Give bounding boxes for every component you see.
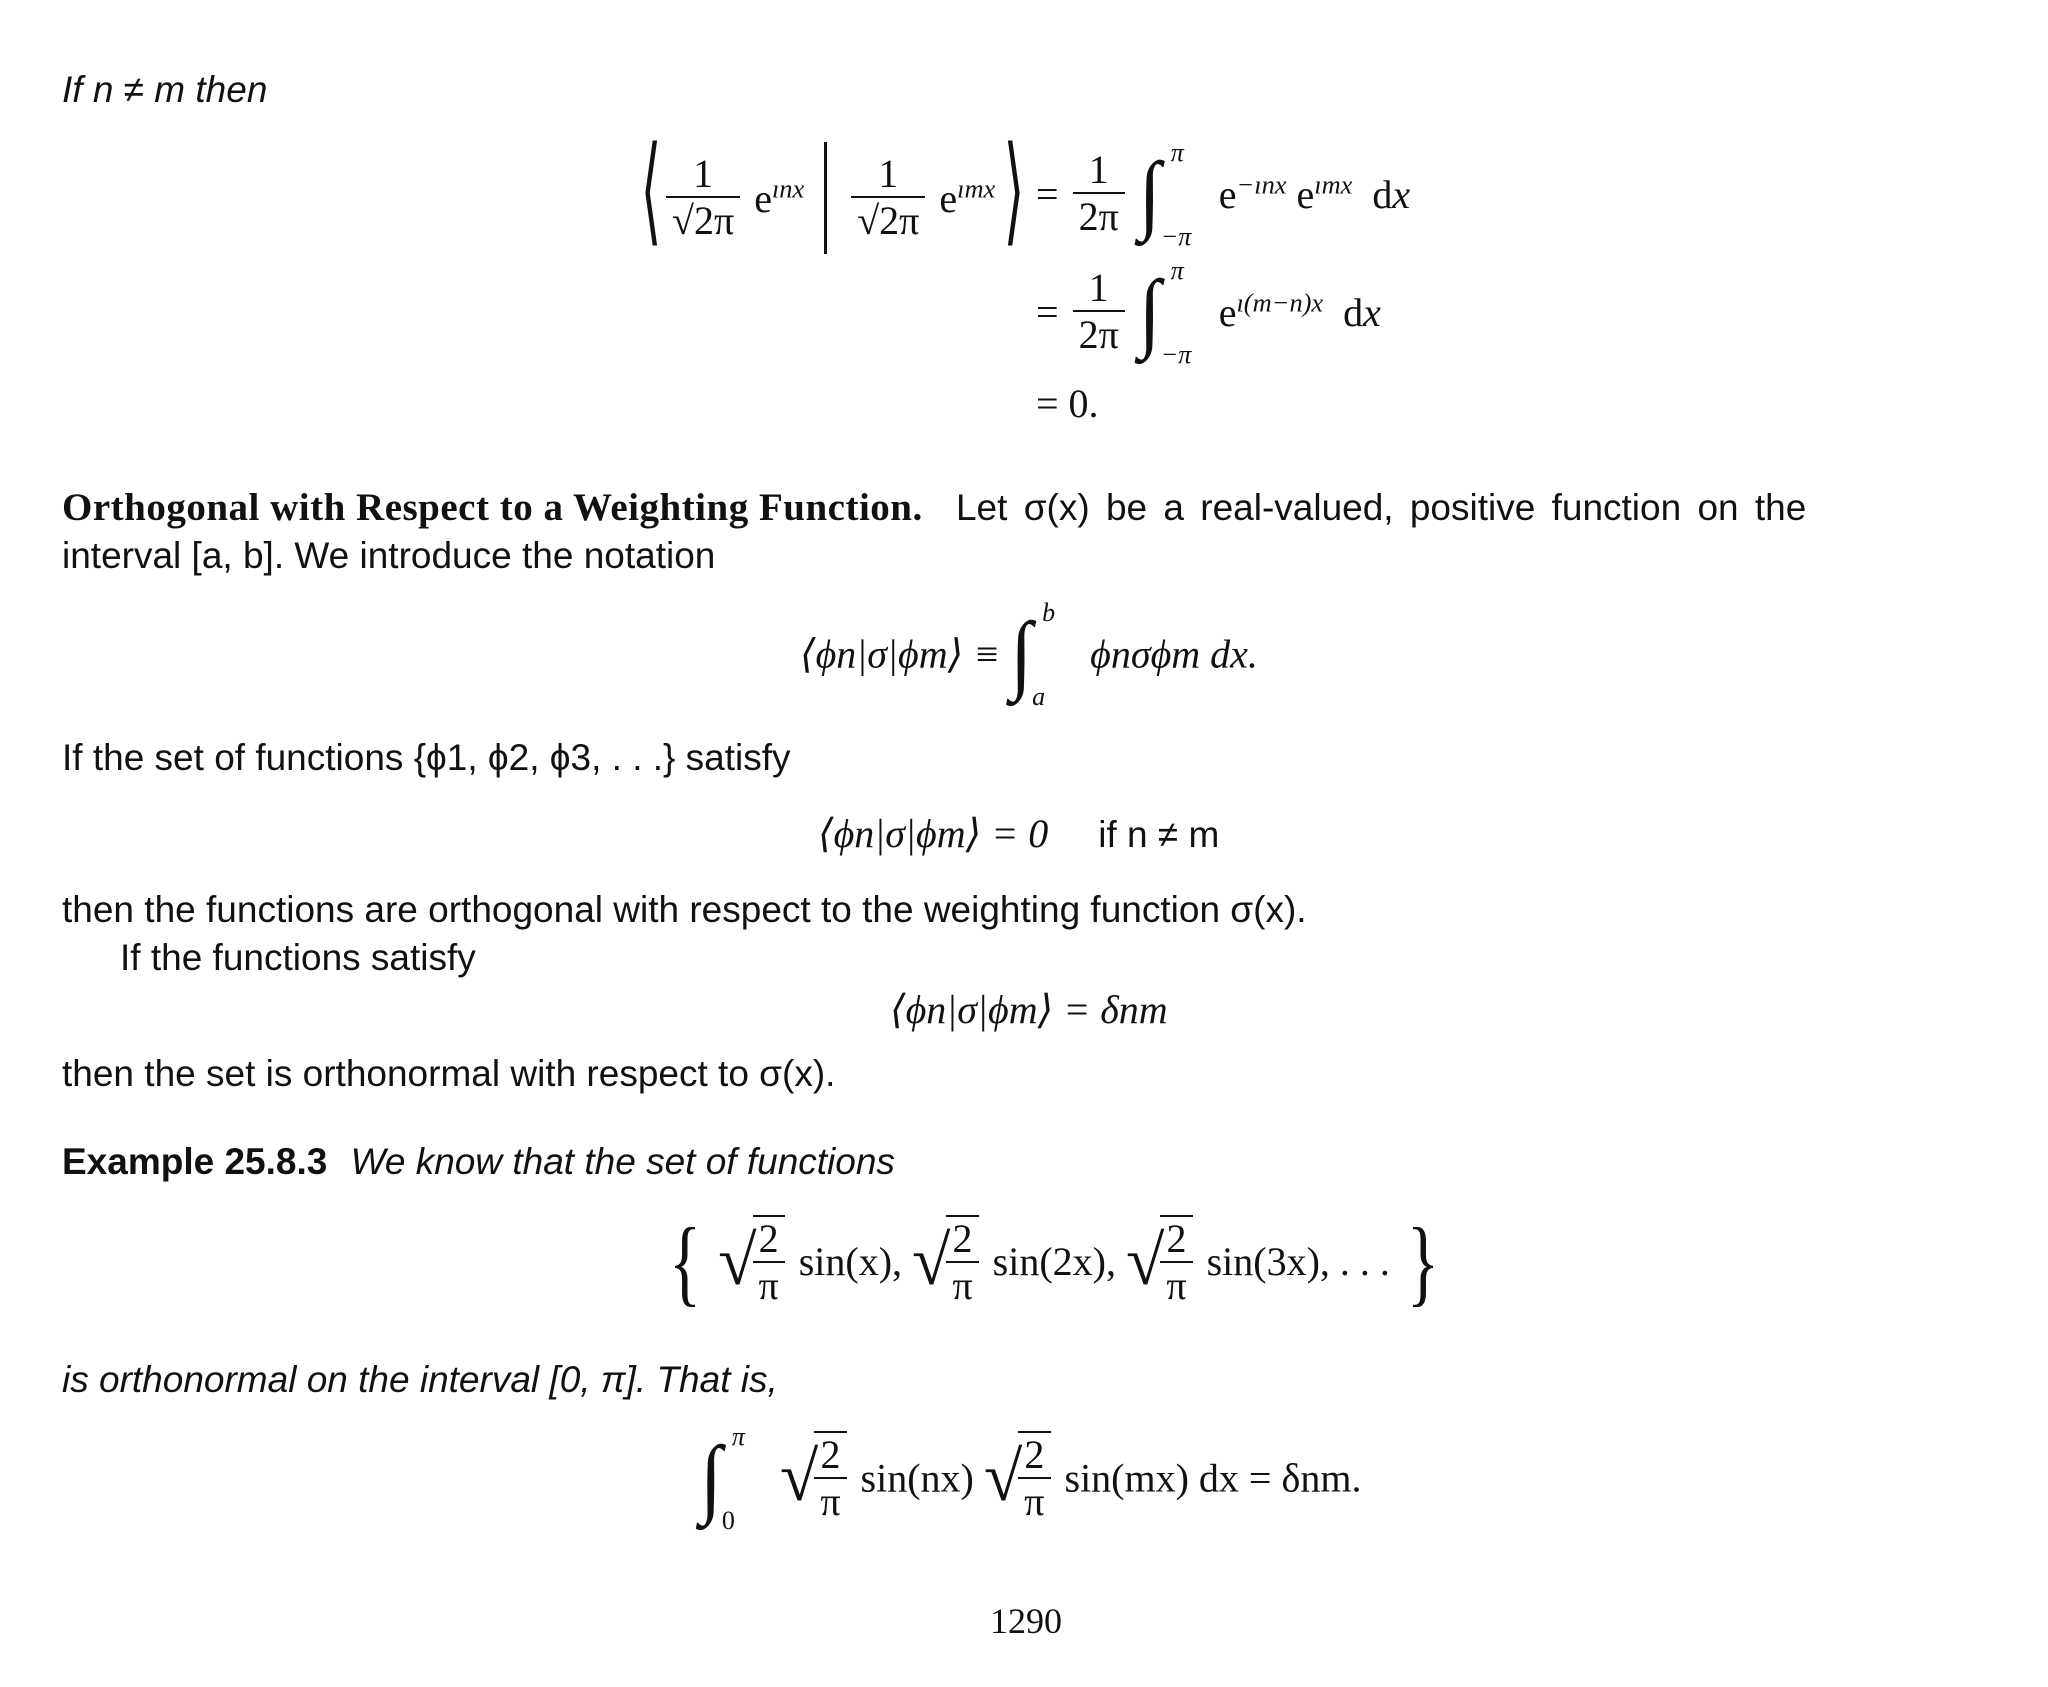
sqrt-two-over-pi: √ $\frac{2}{\pi}$ [1126, 1215, 1197, 1309]
fraction-numerator: 1 [666, 152, 740, 198]
lower-limit: −π [1160, 340, 1192, 369]
integral-sign: ∫ [700, 1429, 722, 1527]
fraction-numerator: 2 [1160, 1217, 1192, 1263]
fraction-denominator: √2π [857, 197, 920, 243]
fraction-denominator: π [758, 1262, 779, 1308]
lower-limit: −π [1160, 222, 1192, 251]
exponent: ımx [1314, 169, 1353, 200]
sqrt-two-over-pi: √ $\frac{2}{\pi}$ [718, 1215, 789, 1309]
integral-sign: ∫ [1010, 605, 1033, 703]
right-angle-bracket: ⟩ [1003, 125, 1025, 256]
example-label: Example 25.8.3 [62, 1141, 328, 1182]
section-text-a: Let σ(x) be a real-valued, positive function on the [955, 487, 1807, 528]
sqrt-two-over-pi: √ $\frac{2}{\pi}$ [984, 1431, 1055, 1525]
result-zero: = 0. [1036, 381, 1099, 426]
sqrt-two-over-pi: √ $\frac{2}{\pi}$ [912, 1215, 983, 1309]
left-angle-bracket: ⟨ [640, 125, 662, 256]
exponent: −ınx [1236, 169, 1287, 200]
upper-limit: b [1042, 598, 1056, 627]
integral-limits [1160, 138, 1197, 251]
fraction-numerator: 2 [753, 1217, 785, 1263]
equals-sign: = [1036, 289, 1059, 335]
fraction-numerator: 1 [1073, 148, 1125, 194]
lower-limit: a [1032, 682, 1046, 711]
equation-orthonormal: ⟨ϕn|σ|ϕm⟩ = δnm [890, 987, 1168, 1032]
fraction-denominator: 2π [1078, 312, 1119, 357]
page-number: 1290 [990, 1601, 1062, 1641]
section-text-b: interval [a, b]. We introduce the notation [62, 535, 716, 576]
fraction-denominator: π [1166, 1262, 1187, 1308]
example-text: We know that the set of functions [350, 1141, 895, 1182]
equation-inner-product [628, 125, 1037, 268]
exponent: ınx [771, 173, 805, 204]
set-paragraph: If the set of functions {ϕ1, ϕ2, ϕ3, . . .} satisfy [62, 737, 791, 778]
fraction-numerator: 1 [1073, 266, 1125, 312]
right-brace: } [1406, 1208, 1440, 1315]
rhs-fraction [1073, 266, 1125, 358]
integral-limits [1160, 256, 1197, 369]
fraction-denominator: π [820, 1479, 841, 1524]
equation-weighted-inner-product [800, 598, 1258, 711]
bra-ket-bar [824, 142, 827, 254]
intro-text: If n ≠ m then [62, 69, 268, 110]
inner-product-lhs: ⟨ϕn|σ|ϕm⟩ ≡ [800, 631, 1001, 677]
example-heading-line [62, 1138, 895, 1187]
equation-orthonormal-integral [700, 1422, 1362, 1535]
lower-limit: 0 [721, 1506, 735, 1535]
upper-limit: π [1170, 256, 1184, 285]
section-paragraph [62, 484, 2002, 533]
lhs-fraction-2 [851, 152, 925, 244]
section-heading: Orthogonal with Respect to a Weighting Function. [62, 486, 923, 529]
orthonormal-interval-text: is orthonormal on the interval [0, π]. That is, [62, 1359, 778, 1400]
orthogonal-condition: if n ≠ m [1098, 814, 1220, 855]
integral-limits [1032, 598, 1068, 711]
sine-mx-term: sin(mx) dx = δnm. [1064, 1455, 1362, 1501]
sine-nx-term: sin(nx) [860, 1455, 974, 1501]
fraction-denominator: π [952, 1262, 973, 1308]
left-brace: { [668, 1208, 702, 1315]
equation-rhs-row-2 [1036, 256, 1381, 369]
exponent: ı(m−n)x [1236, 287, 1324, 318]
sine-term-2: sin(2x), [992, 1239, 1116, 1284]
integral-sign: ∫ [1138, 145, 1161, 243]
integrand: ϕnσϕm dx. [1090, 631, 1258, 677]
equals-sign: = [1036, 171, 1059, 217]
orthogonal-expression: ⟨ϕn|σ|ϕm⟩ = 0 [818, 811, 1049, 856]
fraction-numerator: 1 [851, 152, 925, 198]
equation-sine-set [662, 1206, 1446, 1317]
equation-rhs-row-3 [1036, 380, 1099, 427]
fraction-denominator: √2π [672, 197, 735, 243]
orthogonal-paragraph: then the functions are orthogonal with respect to the weighting function σ(x). [62, 889, 1307, 930]
fraction-numerator: 2 [814, 1433, 846, 1479]
if-functions-paragraph: If the functions satisfy [120, 937, 476, 978]
sqrt-two-over-pi: √ $\frac{2}{\pi}$ [780, 1431, 851, 1525]
integrand: $e^{ı(m-n)x}$ dx [1218, 287, 1381, 336]
exponent: ımx [957, 173, 996, 204]
intro-line [62, 66, 267, 114]
integral-sign: ∫ [1138, 263, 1161, 361]
rhs-fraction [1073, 148, 1125, 240]
fraction-denominator: π [1024, 1479, 1045, 1524]
upper-limit: π [731, 1422, 745, 1451]
equation-orthogonal [818, 810, 1219, 857]
sine-term-3: sin(3x), . . . [1206, 1239, 1390, 1284]
sine-term-1: sin(x), [798, 1239, 903, 1284]
fraction-denominator: 2π [1078, 194, 1119, 239]
upper-limit: π [1170, 138, 1184, 167]
integrand: $e^{-ınx}$ $e^{ımx}$ dx [1218, 169, 1411, 218]
exp-term-2: $e^{ımx}$ [939, 173, 996, 221]
integral-limits [721, 1422, 758, 1535]
fraction-numerator: 2 [946, 1217, 978, 1263]
exp-term-1: $e^{ınx}$ [754, 173, 805, 221]
fraction-numerator: 2 [1018, 1433, 1050, 1479]
orthonormal-paragraph: then the set is orthonormal with respect to σ(x). [62, 1053, 836, 1094]
equation-rhs-row-1 [1036, 138, 1411, 251]
lhs-fraction-1 [666, 152, 740, 244]
